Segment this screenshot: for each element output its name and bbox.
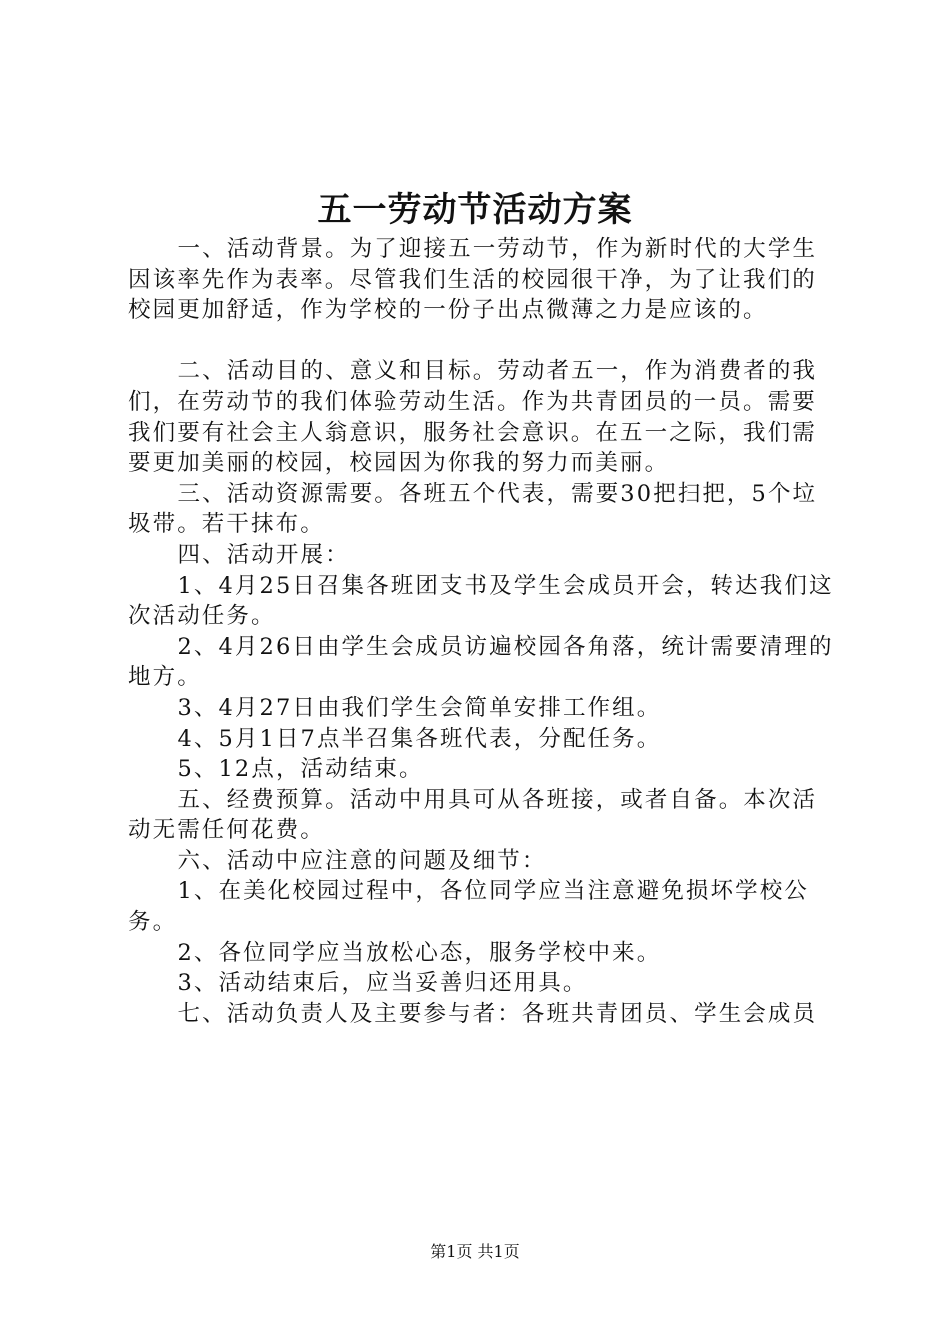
document-body: [128, 234, 840, 1029]
paragraph-activity-step-1: 1、4月25日召集各班团支书及学生会成员开会，转达我们这次活动任务。: [128, 572, 834, 630]
paragraph-budget: 五、经费预算。活动中用具可从各班接，或者自备。本次活动无需任何花费。: [128, 786, 818, 844]
page-footer: 第1页 共1页: [430, 1242, 520, 1261]
paragraph-responsible: 七、活动负责人及主要参与者：各班共青团员、学生会成员: [177, 1000, 818, 1027]
paragraph-notes-heading: 六、活动中应注意的问题及细节：: [177, 847, 547, 874]
paragraph-activity-step-3: 3、4月27日由我们学生会简单安排工作组。: [177, 694, 662, 721]
document-title: 五一劳动节活动方案: [317, 190, 633, 230]
paragraph-activity-step-2: 2、4月26日由学生会成员访遍校园各角落，统计需要清理的地方。: [128, 633, 834, 691]
paragraph-activity-heading: 四、活动开展：: [177, 541, 350, 568]
paragraph-purpose: 二、活动目的、意义和目标。劳动者五一，作为消费者的我们，在劳动节的我们体验劳动生活。作为共青团员的一员。需要我们要有社会主人翁意识，服务社会意识。在五一之际，我们需要更加美丽的校园，校园因为你我的努力而美丽。: [128, 358, 818, 477]
paragraph-activity-step-4: 4、5月1日7点半召集各班代表，分配任务。: [177, 725, 662, 752]
paragraph-note-2: 2、各位同学应当放松心态，服务学校中来。: [177, 939, 662, 966]
paragraph-activity-step-5: 5、12点，活动结束。: [177, 756, 424, 783]
paragraph-note-3: 3、活动结束后，应当妥善归还用具。: [177, 970, 588, 997]
paragraph-note-1: 1、在美化校园过程中，各位同学应当注意避免损坏学校公务。: [128, 878, 809, 936]
paragraph-background: 一、活动背景。为了迎接五一劳动节，作为新时代的大学生因该率先作为表率。尽管我们生活的校园很干净，为了让我们的校园更加舒适，作为学校的一份子出点微薄之力是应该的。: [128, 236, 818, 324]
paragraph-resources: 三、活动资源需要。各班五个代表，需要30把扫把，5个垃圾带。若干抹布。: [128, 480, 818, 538]
